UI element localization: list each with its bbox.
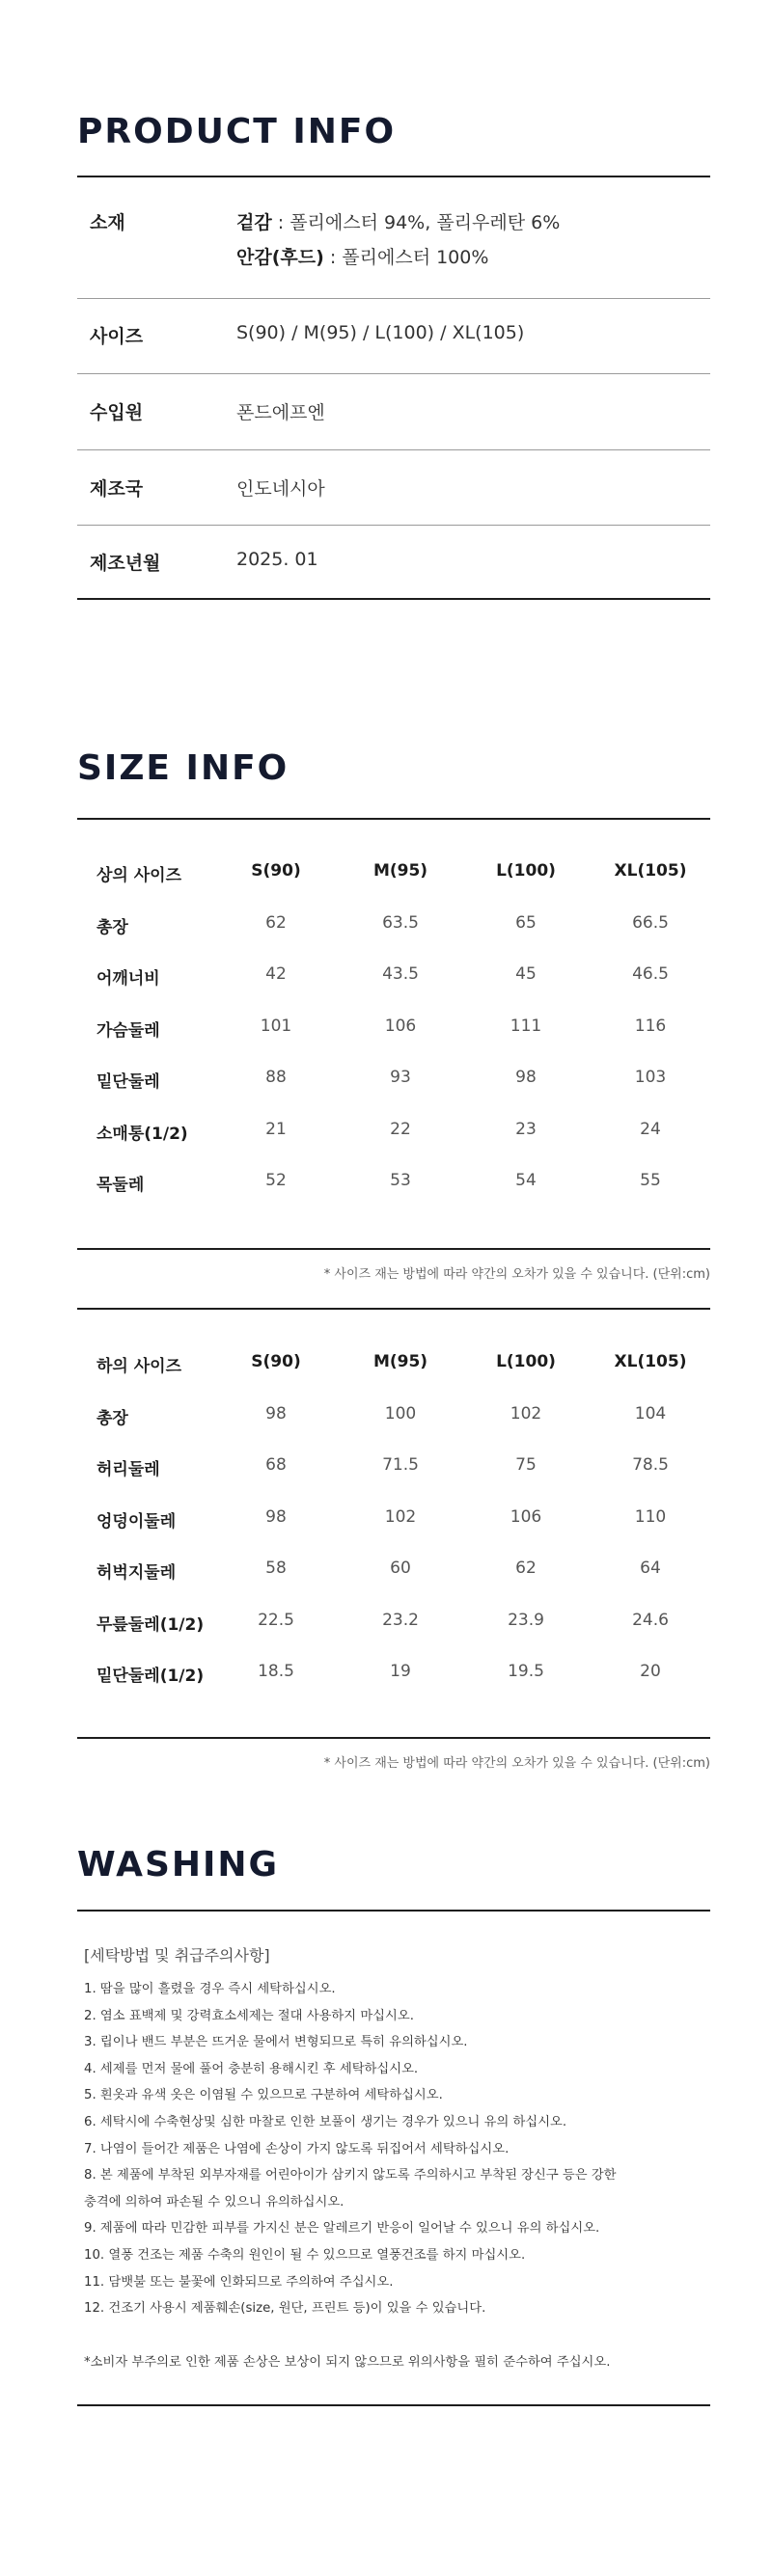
size-value-cell: 116: [634, 1016, 667, 1036]
table-header-label: 하의 사이즈: [96, 1357, 182, 1376]
table-row: [77, 913, 710, 942]
table-header-label: 상의 사이즈: [96, 866, 182, 885]
washing-top-rule: [77, 1910, 710, 1912]
size-value-cell: 58: [265, 1559, 287, 1578]
table-row: [77, 1559, 710, 1587]
product-info-value-lining: [236, 243, 488, 269]
product-info-row-divider: [77, 525, 710, 526]
size-value-cell: 23: [515, 1119, 537, 1139]
product-info-value-size: S(90) / M(95) / L(100) / XL(105): [236, 322, 525, 343]
product-info-label-material: 소재: [90, 212, 125, 233]
table-row: [77, 1120, 710, 1149]
washing-instruction-item: 5. 흰옷과 유색 옷은 이염될 수 있으므로 구분하여 세탁하십시오.: [84, 2088, 443, 2103]
material-lining-key: 안감(후드): [236, 247, 324, 268]
size-column-header: M(95): [372, 861, 428, 881]
row-label: 총장: [96, 1408, 128, 1428]
table-header-row: [77, 1352, 710, 1381]
size-value-cell: 18.5: [258, 1662, 294, 1681]
table-row: [77, 1507, 710, 1536]
row-label: 밑단둘레: [96, 1072, 160, 1092]
size-value-cell: 22: [390, 1119, 411, 1139]
table-row: [77, 1662, 710, 1691]
size-value-cell: 23.9: [508, 1610, 544, 1630]
product-info-row-divider: [77, 449, 710, 450]
size-value-cell: 71.5: [382, 1455, 419, 1475]
size-value-cell: 60: [390, 1559, 411, 1578]
size-value-cell: 98: [515, 1068, 537, 1087]
size-value-cell: 64: [640, 1559, 661, 1578]
size-value-cell: 22.5: [258, 1610, 294, 1630]
size-value-cell: 62: [265, 912, 287, 933]
product-info-value-outer: [236, 208, 560, 234]
size-column-header: M(95): [372, 1352, 428, 1371]
table-header-row: [77, 861, 710, 890]
size-value-cell: 78.5: [632, 1455, 669, 1475]
washing-instruction-item: 8. 본 제품에 부착된 외부자재를 어린아이가 삼키지 않도록 주의하시고 부착된 장신구 등은 강한: [84, 2168, 617, 2183]
size-value-cell: 100: [384, 1403, 417, 1424]
size-value-cell: 66.5: [632, 912, 669, 933]
washing-instruction-item: 4. 세제를 먼저 물에 풀어 충분히 용해시킨 후 세탁하십시오.: [84, 2061, 419, 2076]
size-value-cell: 43.5: [382, 964, 419, 984]
size-value-cell: 20: [640, 1662, 661, 1681]
material-outer-key: 겉감: [236, 212, 272, 233]
washing-instruction-item: 충격에 의하여 파손될 수 있으니 유의하십시오.: [84, 2194, 345, 2210]
table-row: [77, 1611, 710, 1640]
washing-instruction-item: 3. 립이나 밴드 부분은 뜨거운 물에서 변형되므로 특히 유의하십시오.: [84, 2035, 468, 2050]
top-size-note: * 사이즈 재는 방법에 따라 약간의 오차가 있을 수 있습니다. (단위:cm): [323, 1267, 710, 1282]
table-row: [77, 1455, 710, 1484]
size-value-cell: 102: [510, 1403, 542, 1424]
size-info-title: SIZE INFO: [77, 748, 290, 788]
size-value-cell: 103: [634, 1068, 667, 1087]
washing-instructions-list: [84, 1976, 617, 2322]
row-label: 허벅지둘레: [96, 1563, 177, 1583]
size-value-cell: 54: [515, 1171, 537, 1190]
size-value-cell: 42: [265, 964, 287, 984]
size-value-cell: 98: [265, 1506, 287, 1527]
product-info-value-importer: 폰드에프엔: [236, 402, 325, 423]
washing-heading: [세탁방법 및 취급주의사항]: [84, 1946, 270, 1965]
bottom-size-table-top-rule: [77, 1308, 710, 1310]
size-value-cell: 102: [384, 1506, 417, 1527]
washing-instruction-item: 12. 건조기 사용시 제품훼손(size, 원단, 프린트 등)이 있을 수 있습니다.: [84, 2301, 486, 2317]
size-column-header: L(100): [496, 1352, 556, 1371]
row-label: 엉덩이둘레: [96, 1511, 177, 1532]
product-info-title: PRODUCT INFO: [77, 112, 397, 151]
product-info-value-country: 인도네시아: [236, 478, 325, 500]
product-info-label-date: 제조년월: [90, 553, 161, 574]
size-value-cell: 111: [510, 1016, 542, 1036]
table-row: [77, 964, 710, 993]
table-row: [77, 1017, 710, 1045]
product-info-row-divider: [77, 373, 710, 374]
size-value-cell: 19.5: [508, 1662, 544, 1681]
product-info-label-importer: 수입원: [90, 402, 144, 423]
row-label: 어깨너비: [96, 969, 160, 989]
size-value-cell: 110: [634, 1506, 667, 1527]
size-value-cell: 93: [390, 1068, 411, 1087]
size-column-header: XL(105): [614, 861, 687, 881]
washing-instruction-item: 10. 열풍 건조는 제품 수축의 원인이 될 수 있으므로 열풍건조를 하지 마십시오.: [84, 2247, 526, 2263]
row-label: 총장: [96, 917, 128, 937]
size-column-header: XL(105): [614, 1352, 687, 1371]
size-column-header: S(90): [251, 1352, 301, 1371]
material-lining-text: : 폴리에스터 100%: [323, 247, 489, 268]
row-label: 소매통(1/2): [96, 1124, 188, 1144]
size-value-cell: 106: [510, 1506, 542, 1527]
washing-instruction-item: 1. 땀을 많이 흘렸을 경우 즉시 세탁하십시오.: [84, 1982, 336, 1996]
table-row: [77, 1171, 710, 1200]
washing-instruction-item: 11. 담뱃불 또는 불꽃에 인화되므로 주의하여 주십시오.: [84, 2274, 394, 2290]
product-info-label-country: 제조국: [90, 478, 144, 500]
top-size-table-bottom-rule: [77, 1248, 710, 1250]
size-value-cell: 75: [515, 1455, 537, 1475]
size-column-header: S(90): [251, 861, 301, 881]
washing-title: WASHING: [77, 1845, 280, 1885]
row-label: 목둘레: [96, 1176, 145, 1195]
row-label: 무릎둘레(1/2): [96, 1614, 205, 1635]
size-value-cell: 88: [265, 1068, 287, 1087]
row-label: 밑단둘레(1/2): [96, 1667, 205, 1686]
size-value-cell: 24: [640, 1119, 661, 1139]
size-value-cell: 24.6: [632, 1610, 669, 1630]
size-value-cell: 19: [390, 1662, 411, 1681]
size-value-cell: 63.5: [382, 912, 419, 933]
washing-instruction-item: 6. 세탁시에 수축현상및 심한 마찰로 인한 보풀이 생기는 경우가 있으니 유의 하십시오.: [84, 2114, 567, 2129]
size-info-top-rule: [77, 818, 710, 820]
size-value-cell: 65: [515, 912, 537, 933]
product-info-row-divider: [77, 298, 710, 299]
washing-bottom-rule: [77, 2404, 710, 2406]
size-value-cell: 46.5: [632, 964, 669, 984]
size-value-cell: 53: [390, 1171, 411, 1190]
size-value-cell: 62: [515, 1559, 537, 1578]
size-value-cell: 45: [515, 964, 537, 984]
size-value-cell: 104: [634, 1403, 667, 1424]
product-info-value-date: 2025. 01: [236, 549, 318, 570]
size-value-cell: 23.2: [382, 1610, 419, 1630]
size-value-cell: 101: [260, 1016, 292, 1036]
washing-instruction-item: 7. 나염이 들어간 제품은 나염에 손상이 가지 않도록 뒤집어서 세탁하십시오.: [84, 2141, 510, 2156]
size-value-cell: 98: [265, 1403, 287, 1424]
size-value-cell: 21: [265, 1119, 287, 1139]
washing-instruction-item: 9. 제품에 따라 민감한 피부를 가지신 분은 알레르기 반응이 일어날 수 있으니 유의 하십시오.: [84, 2221, 600, 2237]
table-row: [77, 1404, 710, 1433]
bottom-size-table-bottom-rule: [77, 1737, 710, 1739]
size-value-cell: 106: [384, 1016, 417, 1036]
product-info-label-size: 사이즈: [90, 326, 144, 347]
size-value-cell: 52: [265, 1171, 287, 1190]
size-value-cell: 68: [265, 1455, 287, 1475]
bottom-size-note: * 사이즈 재는 방법에 따라 약간의 오차가 있을 수 있습니다. (단위:cm): [323, 1756, 710, 1771]
row-label: 가슴둘레: [96, 1020, 160, 1041]
table-row: [77, 1068, 710, 1097]
size-value-cell: 55: [640, 1171, 661, 1190]
size-column-header: L(100): [496, 861, 556, 881]
washing-instruction-item: 2. 염소 표백제 및 강력효소세제는 절대 사용하지 마십시오.: [84, 2008, 414, 2023]
washing-footer-note: *소비자 부주의로 인한 제품 손상은 보상이 되지 않으므로 위의사항을 필히 준수하여 주십시오.: [84, 2355, 611, 2370]
row-label: 허리둘레: [96, 1460, 160, 1479]
product-info-top-rule: [77, 176, 710, 177]
material-outer-text: : 폴리에스터 94%, 폴리우레탄 6%: [271, 212, 561, 233]
product-info-bottom-rule: [77, 598, 710, 600]
